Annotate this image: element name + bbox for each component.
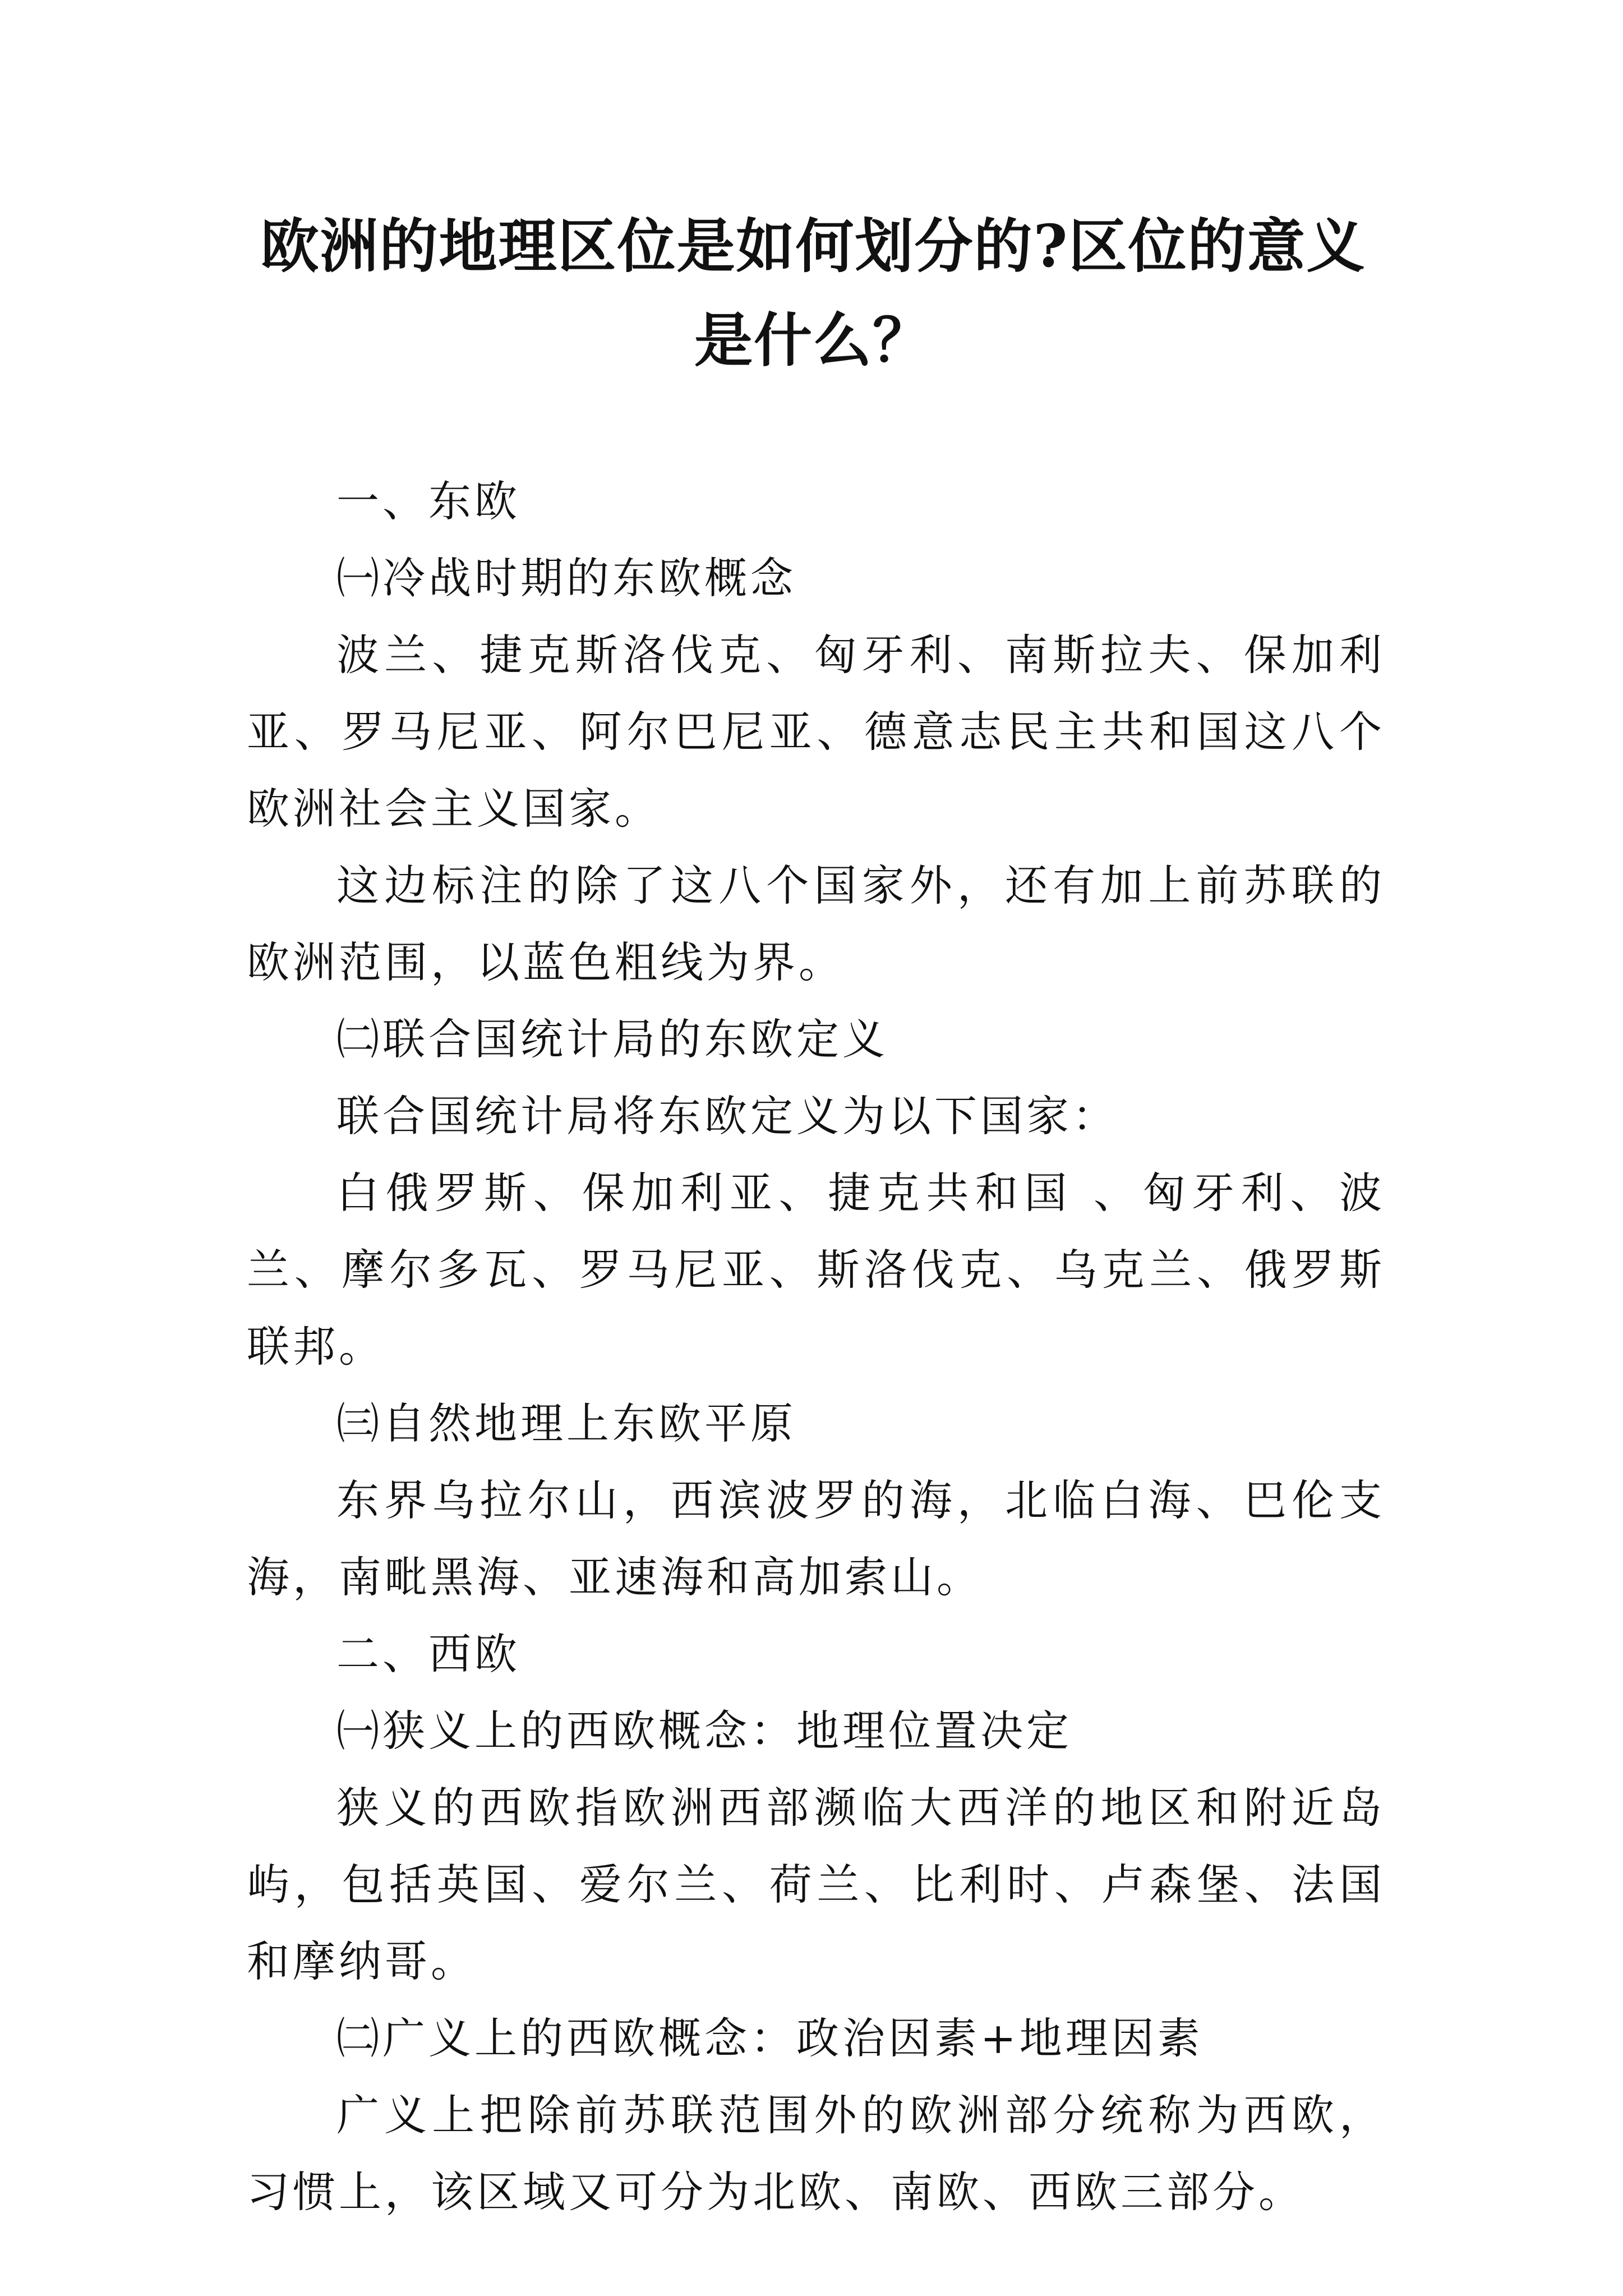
- document-title: [247, 199, 1380, 388]
- title-line-2: 是什么？: [694, 306, 932, 375]
- paragraph-map-note: 这边标注的除了这八个国家外，还有加上前苏联的欧洲范围，以蓝色粗线为界。: [247, 861, 1385, 987]
- paragraph-plain-boundaries: 东界乌拉尔山，西滨波罗的海，北临白海、巴伦支海，南毗黑海、亚速海和高加索山。: [247, 1475, 1385, 1602]
- document-body: [247, 463, 1385, 2230]
- section-heading-west-europe: 二、西欧: [336, 1629, 520, 1679]
- subheading-broad-concept: ㈡广义上的西欧概念：政治因素+地理因素: [336, 2013, 1204, 2063]
- subheading-physical-plain: ㈢自然地理上东欧平原: [336, 1398, 796, 1448]
- subheading-cold-war-concept: ㈠冷战时期的东欧概念: [336, 553, 796, 603]
- section-heading-east-europe: 一、东欧: [336, 476, 520, 526]
- subheading-un-definition: ㈡联合国统计局的东欧定义: [336, 1014, 888, 1064]
- paragraph-narrow-countries: 狭义的西欧指欧洲西部濒临大西洋的地区和附近岛屿，包括英国、爱尔兰、荷兰、比利时、卢森堡、法国和摩纳哥。: [247, 1783, 1385, 1986]
- paragraph-broad-definition: 广义上把除前苏联范围外的欧洲部分统称为西欧，习惯上，该区域又可分为北欧、南欧、西欧三部分。: [247, 2090, 1385, 2217]
- paragraph-cold-war-countries: 波兰、捷克斯洛伐克、匈牙利、南斯拉夫、保加利亚、罗马尼亚、阿尔巴尼亚、德意志民主共和国这八个欧洲社会主义国家。: [247, 630, 1385, 834]
- paragraph-un-countries: 白俄罗斯、保加利亚、捷克共和国 、匈牙利、波兰、摩尔多瓦、罗马尼亚、斯洛伐克、乌克兰、俄罗斯联邦。: [247, 1168, 1385, 1372]
- paragraph-un-intro: 联合国统计局将东欧定义为以下国家：: [336, 1091, 1118, 1141]
- subheading-narrow-concept: ㈠狭义上的西欧概念：地理位置决定: [336, 1706, 1072, 1756]
- title-line-1: 欧洲的地理区位是如何划分的?区位的意义: [260, 211, 1366, 280]
